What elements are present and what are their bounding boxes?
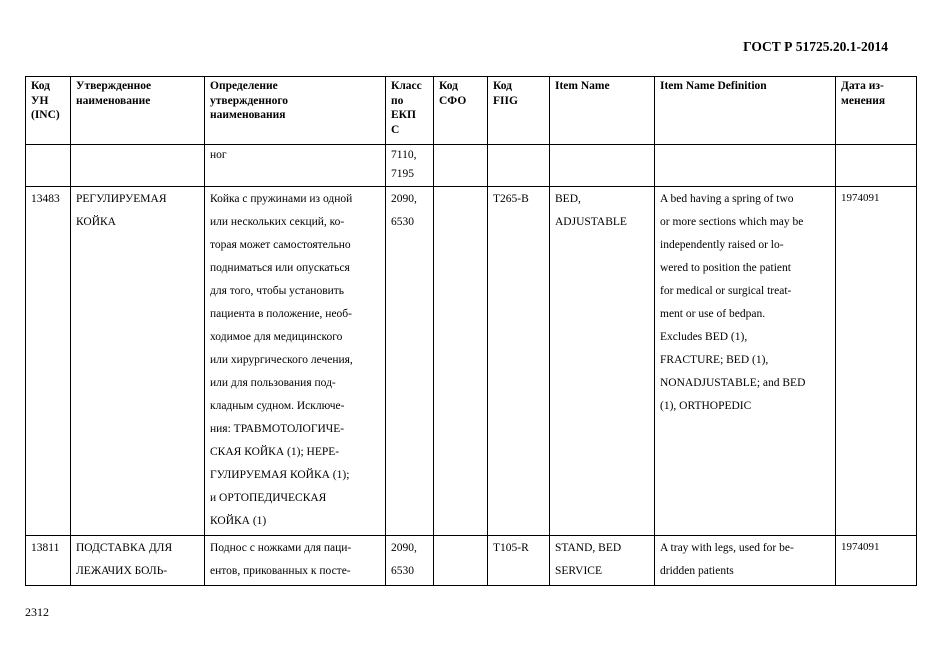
standard-header: ГОСТ Р 51725.20.1-2014 [743,39,888,54]
class-line: 7195 [391,168,414,180]
class-line: 6530 [391,216,414,228]
column-header-line: наименование [76,94,151,107]
item-definition-line: dridden patients [660,565,734,577]
item-definition-line: or more sections which may be [660,216,804,228]
inc-cell [26,145,71,187]
class-line: 7110, [391,149,417,161]
column-header-line: С [391,123,400,136]
table-row [26,145,917,187]
item-name-cell [550,187,655,536]
definition-line: Поднос с ножками для паци- [210,542,352,554]
item-definition-line: (1), ORTHOPEDIC [660,400,752,412]
item-name-cell [550,536,655,586]
fiig-cell: T105-R [488,536,550,586]
class-cell [386,145,434,187]
definition-line: подниматься или опускаться [210,262,350,274]
item-name-line: STAND, BED [555,542,622,554]
classifier-table [25,76,917,586]
column-header [71,77,205,145]
inc-cell: 13483 [26,187,71,536]
item-definition-line: FRACTURE; BED (1), [660,354,769,366]
approved-name-line: ЛЕЖАЧИХ БОЛЬ- [76,565,168,577]
item-name-line: BED, [555,193,581,205]
inc-cell: 13811 [26,536,71,586]
column-header-line: (INC) [31,109,60,121]
column-header-line: Утвержденное [76,80,152,92]
column-header [550,77,655,145]
date-cell [836,145,917,187]
class-line: 6530 [391,565,414,577]
definition-line: или нескольких секций, ко- [210,216,345,228]
column-header-line: Класс [391,80,422,92]
column-header [205,77,386,145]
fiig-cell: T265-B [488,187,550,536]
column-header [488,77,550,145]
item-name-line: ADJUSTABLE [555,216,627,228]
column-header [655,77,836,145]
item-definition-line: independently raised or lo- [660,239,784,251]
definition-line: для того, чтобы установить [210,285,345,297]
definition-line: ния: ТРАВМОТОЛОГИЧЕ- [210,423,345,435]
column-header-line: FIIG [493,94,518,107]
definition-line: ГУЛИРУЕМАЯ КОЙКА (1); [210,469,350,481]
table-row [26,187,917,536]
definition-line: пациента в положение, необ- [210,308,352,320]
definition-line: ходимое для медицинского [210,331,343,343]
column-header-line: Item Name Definition [660,80,767,92]
item-definition-line: NONADJUSTABLE; and BED [660,377,806,389]
column-header-line: Определение [210,80,278,92]
item-definition-cell [655,536,836,586]
column-header [386,77,434,145]
column-header-line: СФО [439,94,467,107]
date-cell: 1974091 [836,187,917,536]
item-definition-line: A tray with legs, used for be- [660,542,794,554]
approved-name-cell [71,187,205,536]
definition-line: ентов, прикованных к посте- [210,565,351,577]
definition-line: и ОРТОПЕДИЧЕСКАЯ [210,492,327,504]
definition-line: СКАЯ КОЙКА (1); НЕРЕ- [210,446,340,458]
table-header-row [26,77,917,145]
column-header [26,77,71,145]
class-line: 2090, [391,542,417,554]
definition-line: торая может самостоятельно [210,239,351,251]
fiig-cell [488,145,550,187]
column-header-line: наименования [210,109,286,121]
column-header-line: менения [841,94,886,107]
item-definition-line: for medical or surgical treat- [660,285,792,297]
column-header-line: Код [31,80,51,92]
approved-name-cell [71,536,205,586]
approved-name-cell [71,145,205,187]
definition-cell [205,536,386,586]
item-definition-line: wered to position the patient [660,262,791,274]
approved-name-line: КОЙКА [76,216,116,228]
column-header-line: утвержденного [210,94,289,107]
item-definition-cell [655,187,836,536]
column-header-line: по [391,94,404,107]
class-line: 2090, [391,193,417,205]
definition-line: КОЙКА (1) [210,515,267,527]
approved-name-line: ПОДСТАВКА ДЛЯ [76,542,173,554]
page-number: 2312 [25,605,49,619]
definition-line: кладным судном. Исключе- [210,400,345,412]
column-header [836,77,917,145]
definition-cell [205,187,386,536]
class-cell [386,187,434,536]
item-name-cell [550,145,655,187]
class-cell [386,536,434,586]
column-header [434,77,488,145]
sfo-cell [434,187,488,536]
definition-cell [205,145,386,187]
definition-line: ног [210,149,227,161]
definition-line: или хирургического лечения, [210,354,353,366]
item-name-line: SERVICE [555,565,602,577]
column-header-line: ЕКП [391,109,416,121]
item-definition-line: A bed having a spring of two [660,193,794,205]
column-header-line: Дата из- [841,80,884,92]
column-header-line: УН [31,94,49,107]
definition-line: Койка с пружинами из одной [210,193,353,205]
item-definition-line: ment or use of bedpan. [660,308,766,320]
table-row [26,536,917,586]
approved-name-line: РЕГУЛИРУЕМАЯ [76,193,167,205]
date-cell: 1974091 [836,536,917,586]
item-definition-line: Excludes BED (1), [660,331,748,343]
definition-line: или для пользования под- [210,377,336,389]
sfo-cell [434,536,488,586]
sfo-cell [434,145,488,187]
item-definition-cell [655,145,836,187]
column-header-line: Item Name [555,80,610,92]
column-header-line: Код [439,80,459,92]
column-header-line: Код [493,80,513,92]
